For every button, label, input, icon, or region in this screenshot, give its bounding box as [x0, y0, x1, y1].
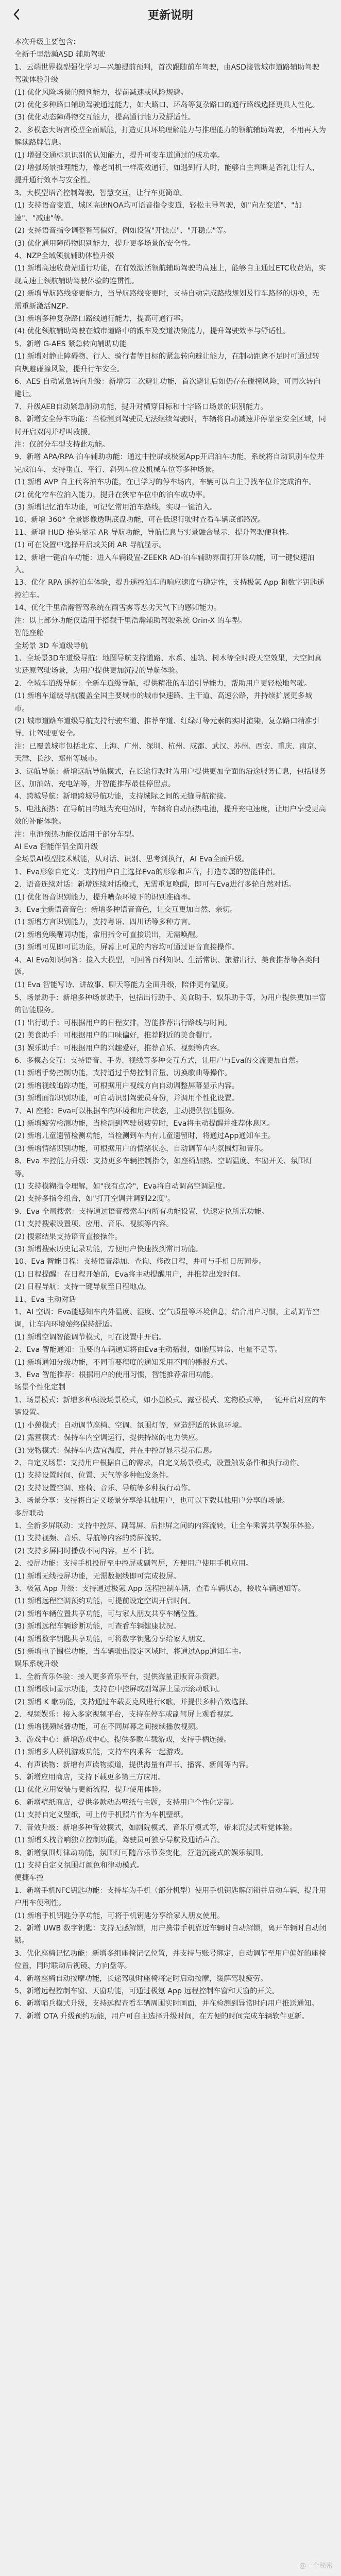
note-line: 1、全新音乐体验：接入更多音乐平台，提供海量正版音乐资源。 [14, 1672, 224, 1681]
note-line: 全新千里浩瀚ASD 辅助驾驶 [14, 50, 106, 59]
note-line: 4、有声读物：新增有声读物频道，提供海量有声书、播客、新闻等内容。 [14, 1760, 253, 1769]
note-line: 1、云端世界模型强化学习—兴趣提前预判，首次跟随前车驾驶，由ASD接管城市道路辅助驾驶驾驶体验升级 [14, 63, 319, 84]
note-line: 4、NZP全域领航辅助体验升级 [14, 251, 114, 260]
note-line: (2) 搜索结果支持语音直接操作。 [14, 1232, 123, 1241]
note-line: 娱乐系统升级 [14, 1660, 59, 1669]
note-line: 8、新增安全停车功能：当检测到驾驶员无法继续驾驶时，车辆将自动减速并停靠至安全区域，同时开启双闪并呼叫救援。 [14, 415, 326, 436]
note-line: (1) 新增无线投屏功能，无需数据线即可完成投屏。 [14, 1572, 181, 1581]
note-line: (3) 新增记忆泊车功能，可记忆常用泊车路线，实现一键泊入。 [14, 503, 217, 512]
note-line: 智能座舱 [14, 629, 44, 638]
note-line: 便捷车控 [14, 1874, 44, 1883]
note-line: (3) 优化通用障碍物识别能力，提升更多场景的安全性。 [14, 239, 195, 248]
note-line: 4、AI Eva知识问答：接入大模型，可回答百科知识、生活常识、旅游出行、美食推荐等各类问题。 [14, 956, 320, 977]
note-line: (1) 日程提醒：在日程开始前，Eva将主动提醒用户，并推荐出发时间。 [14, 1270, 245, 1279]
note-line: (1) 新增多人联机游戏功能，支持车内乘客一起游戏。 [14, 1748, 188, 1757]
note-line: 10、新增 360° 全景影像透明底盘功能，可在低速行驶时查看车辆底部路况。 [14, 516, 265, 524]
note-line: (1) 可在设置中选择开启或关闭 AR 导航显示。 [14, 541, 166, 550]
note-line: (2) 新增视线追踪功能，可根据用户视线方向自动调整屏幕显示内容。 [14, 1081, 240, 1090]
note-line: 1、全场景3D车道级导航：地图导航支持道路、水系、建筑、树木等全时段天空效果，大空间真实还原驾驶场景，为用户提供更加沉浸的导航体验。 [14, 654, 322, 675]
note-line: 3、场景分享：支持将自定义场景分享给其他用户，也可以下载其他用户分享的场景。 [14, 1497, 289, 1505]
note-line: (3) 新增多种复杂路口路线通行能力，提高可通行率。 [14, 314, 188, 323]
note-line: (1) 出行助手：可根据用户的日程安排，智能推荐出行路线与时间。 [14, 1019, 232, 1027]
note-line: 9、新增 APA/RPA 泊车辅助功能：通过中控屏或极氪App开启泊车功能，系统将自动识别车位并完成泊车，支持垂直、平行、斜列车位及机械车位等多种场景。 [14, 453, 325, 474]
note-line: 8、Eva 车控能力升级：支持更多车辆控制指令，如座椅加热、空调温度、车窗开关、氛围灯等。 [14, 1157, 313, 1178]
note-line: 5、电池预热：在导航目的地为充电站时，车辆将自动预热电池，提升充电速度，让用户享受更高效的补能体验。 [14, 805, 326, 826]
note-line: (1) 新增手势控制功能，支持通过手势控制音量、切换歌曲等操作。 [14, 1069, 232, 1078]
note-line: 5、新增应用商店，支持下载更多第三方应用。 [14, 1773, 165, 1782]
note-line: (1) 支持设置时间、位置、天气等多种触发条件。 [14, 1471, 174, 1480]
note-line: 注：电池预热功能仅适用于部分车型。 [14, 830, 139, 839]
note-line: (2) 露营模式：保持车内空调运行，提供持续的电力供应。 [14, 1434, 203, 1443]
note-line: 5、场景助手：新增多种场景助手，包括出行助手、美食助手、娱乐助手等，为用户提供更加丰富的智能服务。 [14, 993, 326, 1015]
note-line: 2、视频娱乐：接入多家视频平台，支持在停车或副驾屏上观看视频。 [14, 1710, 238, 1719]
note-line: (1) 新增头枕音响独立控制功能，驾驶员可独享导航及通话声音。 [14, 1836, 225, 1845]
note-line: (3) 宠物模式：保持车内适宜温度，并在中控屏显示提示信息。 [14, 1446, 217, 1455]
note-line: 全场景 3D 车道级导航 [14, 641, 88, 650]
watermark: @一个秘密 [299, 2562, 333, 2570]
note-line: 5、新增远程控制车窗、天窗功能，可通过极氪 App 远程控制车窗和天窗的开关。 [14, 1987, 279, 1995]
note-line: (2) 新增免唤醒词功能，常用指令可直接说出，无需唤醒。 [14, 930, 203, 939]
note-line: 1、新增手机NFC钥匙功能：支持华为手机（部分机型）使用手机钥匙解闭锁并启动车辆，提升用户用车便利性。 [14, 1886, 327, 1908]
note-line: (3) 新增面部识别功能，可自动识别驾驶员身份，并调用个性化设置。 [14, 1094, 240, 1103]
note-line: (2) 优化多种路口辅助驾驶通过能力，如大路口、环岛等复杂路口的通行路线选择更具人性化。 [14, 101, 320, 110]
note-line: 2、多模态大语言模型全面赋能，打造更具环境理解能力与推理能力的领航辅助驾驶，不用再人为解读路牌信息。 [14, 126, 326, 147]
note-line: 3、优化座椅记忆功能：新增多组座椅记忆位置，并支持与账号绑定，自动调节至用户偏好的座椅位置，同时联动后视镜、方向盘等。 [14, 1949, 326, 1971]
note-line: 3、Eva全新语音音色：新增多种语音音色，让交互更加自然、亲切。 [14, 906, 237, 914]
note-line: (1) 新增视频续播功能，可在不同屏幕之间接续播放视频。 [14, 1723, 203, 1732]
note-line: 3、极氪 App 升级：支持通过极氪 App 远程控制车辆，查看车辆状态，接收车辆通知等。 [14, 1584, 305, 1593]
note-line: (2) 支持设置空调、座椅、音乐、导航等多种执行动作。 [14, 1484, 195, 1493]
note-line: (3) 优化动态障碍物交互能力，提高通行能力及舒适性。 [14, 113, 195, 122]
note-line: 5、新增 G-AES 紧急转向辅助功能 [14, 340, 127, 348]
note-line: 1、Eva形象自定义：支持用户自主选择Eva的形象和声音，打造专属的智能伴侣。 [14, 868, 280, 876]
back-button[interactable] [9, 7, 24, 22]
note-line: (1) 新增方言识别能力，支持粤语、四川话等多种方言。 [14, 918, 195, 927]
note-line: 2、Eva 智能通知：重要的车辆通知将由Eva主动播报，如胎压异常、电量不足等。 [14, 1346, 282, 1354]
note-line: 14、优化千里浩瀚智驾系统在雨雪雾等恶劣天气下的感知能力。 [14, 604, 221, 613]
note-line: (1) 优化风险场景的预判能力，提前减速或风险规避。 [14, 88, 188, 97]
note-line: 7、新增 OTA 升级预约功能，用户可自主选择升级时间，在方便的时间完成车辆软件更新。 [14, 2012, 309, 2021]
note-line: (1) 新增 AVP 自主代客泊车功能，在已学习的停车场内，车辆可以自主寻找车位并完成泊车。 [14, 478, 316, 487]
note-line: 6、新增哨兵模式升级，支持远程查看车辆周围实时画面，并在检测到异常时向用户推送通知。 [14, 1999, 319, 2008]
note-line: (4) 新增数字钥匙共享功能，可将数字钥匙分享给家人朋友。 [14, 1635, 210, 1643]
note-line: 3、远航导航：新增远航导航模式，在长途行驶时为用户提供更加全面的沿途服务信息，包括服务区、加油站、充电站等，并智能推荐最佳停留点。 [14, 767, 326, 788]
note-line: (3) 娱乐助手：可根据用户的兴趣爱好，推荐音乐、视频等内容。 [14, 1044, 225, 1053]
note-line: (3) 新增情绪识别功能，可根据用户的情绪状态，自动调节车内氛围灯和音乐。 [14, 1144, 268, 1153]
note-line: (1) 新增对静止障碍物、行人、骑行者等目标的紧急转向避让能力，在制动距离不足时可通过转向规避碰撞风险，提升行车安全。 [14, 352, 320, 374]
note-line: (4) 优化领航辅助驾驶在城市道路中的跟车及变道决策能力，提升驾驶效率与舒适性。 [14, 327, 291, 336]
note-line: (1) 支持搜索设置项、应用、音乐、视频等内容。 [14, 1220, 174, 1229]
note-line: (1) 新增歌词显示功能，支持在中控屏或副驾屏上显示滚动歌词。 [14, 1685, 225, 1694]
note-line: (2) 新增 K 歌功能，支持通过车载麦克风进行K歌，并提供多种音效选择。 [14, 1698, 253, 1706]
note-line: 7、升级AEB自动紧急制动功能，提升对横穿目标和十字路口场景的识别能力。 [14, 402, 268, 411]
note-line: 7、音效升级：新增多种音效模式，如剧院模式、音乐厅模式等，带来沉浸式听觉体验。 [14, 1823, 297, 1832]
note-line: (2) 城市道路车道级导航支持行驶车道、推荐车道、红绿灯等元素的实时渲染，复杂路口精准引导，让驾驶更安全。 [14, 717, 320, 738]
note-line: (1) Eva 智能写诗、讲故事、聊天等能力全面升级，陪伴更有温度。 [14, 981, 233, 990]
note-line: (1) 新增车道级导航覆盖全国主要城市的城市快速路、主干道、高速公路，并持续扩展更多城市。 [14, 692, 312, 713]
note-line: (2) 增强场景推理能力，像老司机一样高效通行，如遇到行人时，能够自主判断是否礼让行人，提升通行效率与安全性。 [14, 164, 320, 185]
note-line: 3、Eva 智能推荐：根据用户的使用习惯，智能推荐常用功能。 [14, 1371, 218, 1380]
note-line: 4、新增座椅自动按摩功能，长途驾驶时座椅将定时启动按摩，缓解驾驶疲劳。 [14, 1974, 268, 1983]
note-line: 场景个性化定制 [14, 1383, 66, 1392]
header-bar [0, 0, 341, 29]
release-notes-body [0, 29, 341, 2023]
note-line: (3) 新增搜索历史记录功能，方便用户快速找到常用功能。 [14, 1245, 203, 1253]
note-line: (2) 支持语音指令调整智驾偏好，例如设置"开快点"、"开稳点"等。 [14, 227, 231, 235]
note-line: 2、投屏功能：支持手机投屏至中控屏或副驾屏，方便用户使用手机应用。 [14, 1560, 253, 1568]
note-line: 1、全新多屏联动：支持中控屏、副驾屏、后排屏之间的内容流转，让全车乘客共享娱乐体验。 [14, 1521, 319, 1530]
note-line: 注：以上部分功能仅适用于搭载千里浩瀚辅助驾驶系统 Orin-X 的车型。 [14, 616, 247, 625]
note-line: (3) 新增远程车辆诊断功能，可查看车辆健康状况。 [14, 1622, 181, 1631]
note-line: 全场景AI模型技术赋能，从对话、识别、思考到执行，AI Eva全面升级。 [14, 855, 249, 864]
note-line: 11、Eva 主动对话 [14, 1295, 76, 1304]
note-line: (1) 小憩模式：自动调节座椅、空调、氛围灯等，营造舒适的休息环境。 [14, 1421, 247, 1430]
note-line: 8、新增氛围灯律动功能，氛围灯可随音乐节奏变化，营造沉浸式的娱乐氛围。 [14, 1849, 268, 1857]
note-line: 6、AES 自动紧急转向升级：新增第二次避让功能，首次避让后如仍存在碰撞风险，可再次转向避让。 [14, 377, 321, 399]
note-line: (1) 新增远程空调预约功能，可提前设定空调开启时间。 [14, 1597, 195, 1606]
note-line: AI Eva 智能伴侣全面升级 [14, 843, 98, 851]
note-line: (2) 新增儿童遗留检测功能，当检测到车内有儿童遗留时，将通过App通知车主。 [14, 1132, 276, 1141]
note-line: (5) 新增电子围栏功能，当车辆驶出设定区域时，将通过App通知车主。 [14, 1648, 246, 1656]
note-line: (1) 优化语音识别能力，提升嘈杂环境下的识别准确率。 [14, 893, 195, 902]
note-line: 3、游戏中心：新增游戏中心，提供多款车载游戏，支持手柄连接。 [14, 1735, 231, 1744]
note-line: 9、Eva 全局搜索：支持通过语音搜索车内所有功能设置，快速定位所需功能。 [14, 1207, 269, 1216]
note-line: (2) 新增导航路线变更能力，当导航路线变更时，支持自动完成路线规划及行车路径的切换，无需重新激活NZP。 [14, 290, 320, 311]
note-line: 2、新增 UWB 数字钥匙：支持无感解锁，用户携带手机靠近车辆时自动解锁，离开车辆时自动闭锁。 [14, 1924, 327, 1945]
note-line: 注：仅部分车型支持此功能。 [14, 440, 110, 449]
note-line: (1) 优化应用安装与更新流程，提升使用体验。 [14, 1786, 166, 1794]
note-line: (1) 新增手机钥匙分享功能，可将手机钥匙分享给家人朋友使用。 [14, 1911, 225, 1920]
note-line: (1) 支持模糊指令理解，如"我有点冷"，Eva将自动调高空调温度。 [14, 1182, 230, 1191]
note-line: (1) 新增高速收费站通行功能，在有效激活领航辅助驾驶的高速上，能够自主通过ETC收费站，实现高速上领航辅助驾驶体验的连贯性。 [14, 264, 326, 285]
note-line: 本次升级主要包含： [14, 38, 80, 46]
note-line: (2) 新增车辆位置共享功能，可与家人朋友共享车辆位置。 [14, 1609, 203, 1618]
note-line: (3) 新增可见即可说功能，屏幕上可见的内容均可通过语音直接操作。 [14, 943, 240, 952]
note-line: 10、Eva 智能日程：支持语音添加、查询、修改日程，并可与手机日历同步。 [14, 1258, 266, 1266]
note-line: 3、大模型语音控制驾驶，智慧交互，让行车更简单。 [14, 189, 187, 197]
note-line: (2) 优化窄车位泊入能力，提升在狭窄车位中的泊车成功率。 [14, 490, 210, 499]
note-line: 12、新增一键泊车功能：进入车辆设置-ZEEKR AD-泊车辅助界面打开该功能，可一键快速泊入。 [14, 553, 315, 575]
note-line: 1、AI 空调：Eva能感知车内外温度、湿度、空气质量等环境信息，结合用户习惯，主动调节空调，让车内环境始终保持舒适。 [14, 1308, 320, 1329]
note-line: (1) 支持自定义氛围灯颜色和律动模式。 [14, 1861, 144, 1870]
chevron-left-icon [13, 9, 20, 20]
note-line: 2、语音连续对话：新增连续对话模式，无需重复唤醒，即可与Eva进行多轮自然对话。 [14, 880, 296, 889]
note-line: 多屏联动 [14, 1509, 44, 1518]
note-line: 6、多模态交互：支持语音、手势、视线等多种交互方式，让用户与Eva的交流更加自然。 [14, 1056, 303, 1065]
note-line: (2) 支持多屏同时播放不同内容，互不干扰。 [14, 1547, 159, 1555]
note-line: (2) 支持多指令组合，如"打开空调并调到22度"。 [14, 1195, 175, 1204]
page-title: 更新说明 [147, 9, 193, 22]
note-line: 2、自定义场景：支持用户根据自己的需求，自定义场景模式，设置触发条件和执行动作。 [14, 1459, 304, 1467]
note-line: 4、跨城导航：新增跨城导航功能，支持城际之间的无缝导航衔接。 [14, 792, 231, 801]
note-line: 1、场景模式：新增多种预设场景模式，如小憩模式、露营模式、宠物模式等，一键开启对应的车辆设置。 [14, 1396, 326, 1417]
note-line: (2) 美食助手：可根据用户的口味偏好，推荐附近的美食餐厅。 [14, 1031, 217, 1040]
note-line: (1) 支持视频、音乐、导航等内容的跨屏流转。 [14, 1534, 166, 1543]
note-line: (1) 新增疲劳检测功能，当检测到驾驶员疲劳时，Eva将主动提醒并推荐休息区。 [14, 1119, 275, 1128]
note-line: 6、新增壁纸商店，提供多款动态壁纸与主题，支持用户个性化定制。 [14, 1798, 238, 1807]
note-line: (2) 日程导航：支持一键导航至日程地点。 [14, 1283, 151, 1292]
note-line: (1) 支持语音变道，城区高速NOA均可语音指令变道，轻松主导驾驶，如"向左变道"、"加速"、"减速"等。 [14, 201, 302, 223]
note-line: (1) 增强交通标识识别的认知能力，提升可变车道通过的成功率。 [14, 151, 225, 160]
note-line: 注：已覆盖城市包括北京、上海、广州、深圳、杭州、成都、武汉、苏州、西安、重庆、南京、天津、长沙、郑州等城市。 [14, 742, 321, 764]
note-line: (1) 新增通知分级功能，不同重要程度的通知采用不同的播报方式。 [14, 1358, 232, 1367]
note-line: (1) 新增空调智能调节模式，可在设置中开启。 [14, 1333, 166, 1342]
note-line: 7、AI 座舱：Eva可以根据车内环境和用户状态，主动提供智能服务。 [14, 1107, 240, 1115]
note-line: 13、优化 RPA 遥控泊车体验，提升遥控泊车的响应速度与稳定性，支持极氪 App 和数字钥匙遥控泊车。 [14, 579, 325, 600]
note-line: 2、全域车道级导航：全新车道级导航，提供精准的车道引导能力，帮助用户更轻松地驾驶。 [14, 679, 312, 688]
note-line: (1) 支持自定义壁纸，可上传手机照片作为车机壁纸。 [14, 1811, 188, 1820]
note-line: 11、新增 HUD 抬头显示 AR 导航功能，导航信息与实景融合显示，提升驾驶便利性。 [14, 528, 294, 537]
